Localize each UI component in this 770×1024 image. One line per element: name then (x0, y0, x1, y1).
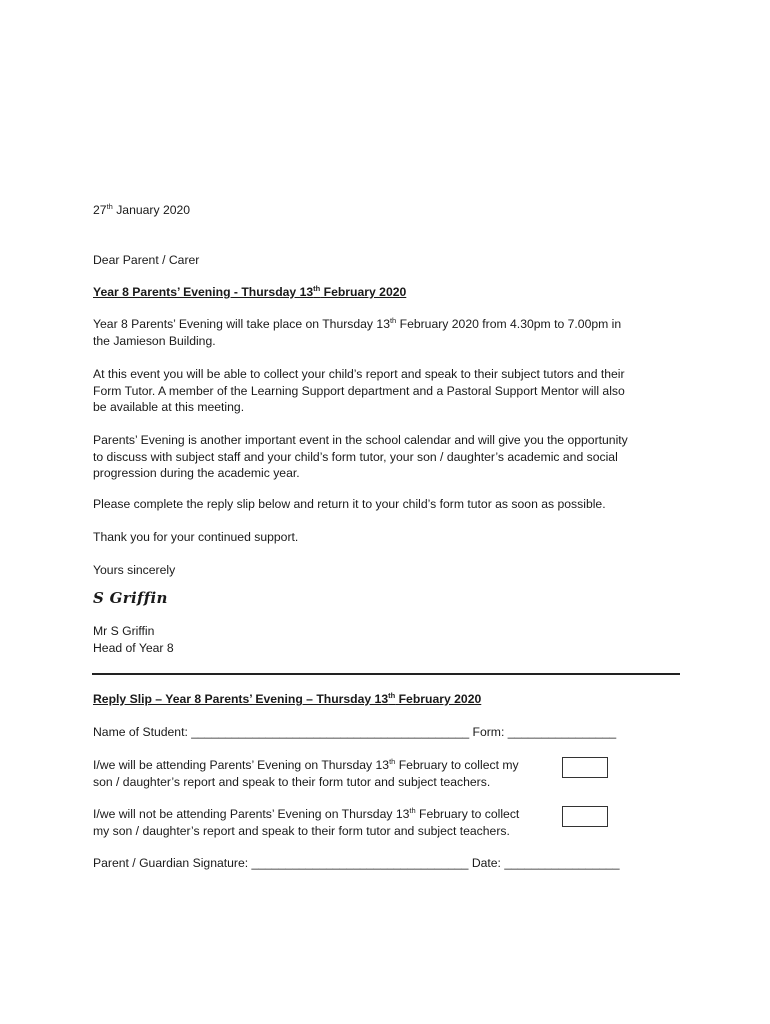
option-attending-text-end: February to collect my (395, 758, 519, 772)
letter-date (93, 202, 693, 219)
cut-divider (92, 673, 680, 675)
letter-heading (93, 284, 693, 301)
option-attending (93, 757, 563, 790)
reply-heading-text-end: February 2020 (395, 692, 482, 706)
paragraph-importance (93, 432, 693, 482)
option-not-attending (93, 806, 563, 839)
paragraph-line: At this event you will be able to collect your child’s report and speak to their subject tutors and their (93, 367, 625, 381)
option-line: my son / daughter’s report and speak to their form tutor and subject teachers. (93, 823, 510, 838)
option-line (93, 757, 563, 774)
attending-checkbox[interactable] (562, 757, 608, 778)
signer-name: Mr S Griffin (93, 624, 155, 638)
paragraph-line: Form Tutor. A member of the Learning Support department and a Pastoral Support Mentor will also (93, 383, 625, 398)
salutation: Dear Parent / Carer (93, 253, 200, 267)
paragraph-line: the Jamieson Building. (93, 333, 216, 348)
reply-slip-heading (93, 691, 693, 708)
not-attending-checkbox[interactable] (562, 806, 608, 827)
option-line (93, 806, 563, 823)
paragraph-line: to discuss with subject staff and your child’s form tutor, your son / daughter’s academic and social (93, 449, 618, 464)
student-name-form-field[interactable]: Name of Student: _________________________________________ Form: ________________ (93, 725, 617, 739)
para1-text-end: February 2020 from 4.30pm to 7.00pm in (396, 317, 622, 331)
option-not-attending-sup: th (409, 806, 416, 815)
paragraph-event-info (93, 366, 693, 416)
signer-title: Head of Year 8 (93, 640, 174, 655)
paragraph-line: Parents’ Evening is another important event in the school calendar and will give you the opportunity (93, 433, 628, 447)
heading-text: Year 8 Parents’ Evening - Thursday 13 (93, 285, 314, 299)
paragraph-thanks: Thank you for your continued support. (93, 530, 299, 544)
heading-sup: th (313, 284, 321, 293)
option-line: son / daughter’s report and speak to their form tutor and subject teachers. (93, 774, 491, 789)
date-suffix: th (106, 202, 113, 211)
option-attending-sup: th (389, 757, 396, 766)
reply-heading-sup: th (388, 691, 396, 700)
paragraph-event-details (93, 316, 693, 349)
option-not-attending-text-end: February to collect (415, 807, 520, 821)
paragraph-line: be available at this meeting. (93, 400, 245, 414)
signer-block (93, 623, 693, 656)
date-rest: January 2020 (112, 203, 191, 217)
handwritten-signature: S Griffin (93, 589, 168, 607)
guardian-signature-date-field[interactable]: Parent / Guardian Signature: ________________________________ Date: _________________ (93, 856, 620, 870)
paragraph-reply-instructions: Please complete the reply slip below and return it to your child’s form tutor as soon as possible. (93, 497, 606, 511)
para1-text: Year 8 Parents’ Evening will take place on Thursday 13 (93, 317, 390, 331)
reply-heading-text: Reply Slip – Year 8 Parents’ Evening – Thursday 13 (93, 692, 389, 706)
option-attending-text: I/we will be attending Parents’ Evening on Thursday 13 (93, 758, 390, 772)
para1-sup: th (389, 316, 397, 325)
option-not-attending-text: I/we will not be attending Parents’ Evening on Thursday 13 (93, 807, 410, 821)
paragraph-line: progression during the academic year. (93, 466, 300, 480)
heading-text-end: February 2020 (320, 285, 407, 299)
closing: Yours sincerely (93, 563, 176, 577)
date-day: 27 (93, 203, 107, 217)
paragraph-line (93, 316, 693, 333)
